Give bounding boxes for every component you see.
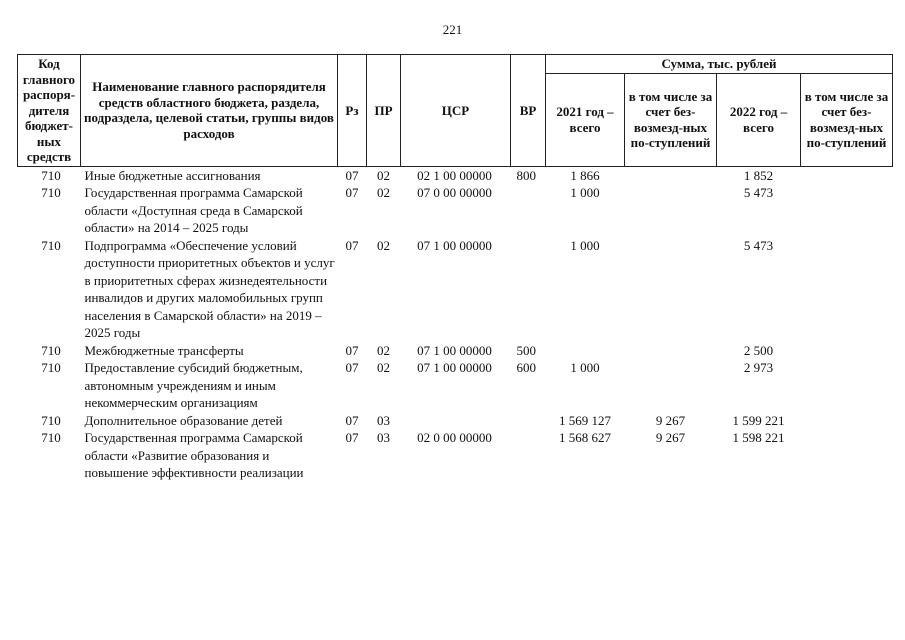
- cell-vr: [511, 412, 546, 430]
- header-vr: ВР: [511, 55, 546, 167]
- cell-2022-free: [801, 342, 893, 360]
- header-2021-free: в том числе за счет без-возмезд-ных по-ступлений: [625, 74, 717, 167]
- cell-2022-free: [801, 412, 893, 430]
- cell-rz: 07: [345, 342, 359, 358]
- cell-2021-total: 1 000: [570, 237, 600, 253]
- cell-rz: 07: [345, 412, 359, 428]
- cell-2022-free: [801, 167, 893, 185]
- cell-name: Государственная программа Самарской области «Доступная среда в Самарской области» на 2014 – 2025 годы: [84, 185, 303, 235]
- cell-2022-total: 1 852: [743, 167, 774, 183]
- cell-name: Дополнительное образование детей: [84, 412, 283, 428]
- cell-2021-total: 1 568 627: [559, 430, 611, 445]
- cell-2022-total: 2 500: [743, 342, 774, 358]
- header-2022-total: 2022 год – всего: [717, 74, 801, 167]
- cell-2021-free: [625, 359, 717, 412]
- table-header: [18, 55, 893, 167]
- cell-2021-free: [625, 167, 717, 185]
- cell-rz: 07: [345, 360, 359, 375]
- cell-2021-free: [625, 237, 717, 342]
- cell-vr: 800: [516, 167, 536, 183]
- cell-2022-free: [801, 184, 893, 237]
- header-csr: ЦСР: [401, 55, 511, 167]
- table-row: [18, 412, 893, 430]
- cell-2022-total: 1 598 221: [732, 430, 785, 445]
- cell-2021-free: [625, 184, 717, 237]
- cell-name: Подпрограмма «Обеспечение условий доступности приоритетных объектов и услуг в приоритетных сферах жизнедеятельности инвалидов и других маломобильных групп населения в Самарской области» на 2019 – 2025 годы: [84, 237, 335, 340]
- cell-csr: 07 0 00 00000: [417, 185, 492, 200]
- cell-code: 710: [41, 185, 61, 200]
- cell-csr: 07 1 00 00000: [417, 360, 492, 375]
- cell-2021-total: 1 000: [570, 185, 600, 200]
- cell-2022-total: 5 473: [743, 237, 774, 253]
- header-pr: ПР: [367, 55, 401, 167]
- cell-name: Предоставление субсидий бюджетным, автономным учреждениям и иным некоммерческим организациям: [84, 360, 303, 410]
- cell-vr: [511, 429, 546, 482]
- cell-pr: 02: [377, 167, 390, 183]
- table-row: [18, 167, 893, 185]
- cell-2022-free: [801, 237, 893, 342]
- cell-2021-total: [546, 342, 625, 360]
- cell-2021-free: [625, 342, 717, 360]
- cell-rz: 07: [345, 185, 359, 200]
- cell-2021-total: 1 569 127: [559, 412, 611, 428]
- cell-2021-free: 9 267: [655, 430, 686, 445]
- cell-code: 710: [41, 412, 61, 428]
- header-2022-free: в том числе за счет без-возмезд-ных по-ступлений: [801, 74, 893, 167]
- header-name: Наименование главного распорядителя средств областного бюджета, раздела, подраздела, целевой статьи, группы видов расходов: [81, 55, 338, 167]
- cell-2021-total: 1 000: [570, 360, 600, 375]
- table-row: [18, 184, 893, 237]
- cell-csr: 02 1 00 00000: [417, 167, 492, 183]
- cell-rz: 07: [345, 237, 359, 253]
- cell-2022-total: 2 973: [743, 360, 774, 375]
- cell-csr: 07 1 00 00000: [417, 237, 492, 253]
- cell-name: Межбюджетные трансферты: [84, 342, 244, 358]
- cell-2022-free: [801, 429, 893, 482]
- header-code: Код главного распоря-дителя бюджет-ных средств: [18, 55, 81, 167]
- budget-table: [17, 54, 893, 482]
- cell-code: 710: [41, 430, 61, 445]
- cell-csr: 02 0 00 00000: [417, 430, 492, 445]
- cell-csr: 07 1 00 00000: [417, 342, 492, 358]
- cell-pr: 02: [377, 237, 390, 253]
- cell-name: Государственная программа Самарской области «Развитие образования и повышение эффективности реализации: [84, 430, 304, 480]
- cell-2022-total: 1 599 221: [732, 412, 785, 428]
- header-rz: Рз: [338, 55, 367, 167]
- table-row: [18, 342, 893, 360]
- cell-pr: 02: [377, 342, 390, 358]
- cell-2021-total: 1 866: [570, 167, 600, 183]
- cell-code: 710: [41, 237, 61, 253]
- cell-vr: 500: [516, 342, 536, 358]
- table-row: [18, 429, 893, 482]
- page-number: 221: [442, 22, 463, 37]
- cell-pr: 02: [377, 185, 390, 200]
- cell-vr: [511, 237, 546, 342]
- cell-rz: 07: [345, 430, 359, 445]
- cell-2022-total: 5 473: [743, 185, 774, 200]
- cell-code: 710: [41, 342, 61, 358]
- header-sum-title: Сумма, тыс. рублей: [546, 55, 893, 74]
- header-2021-total: 2021 год – всего: [546, 74, 625, 167]
- cell-2022-free: [801, 359, 893, 412]
- cell-pr: 03: [377, 430, 390, 445]
- cell-code: 710: [41, 167, 61, 183]
- table-row: [18, 359, 893, 412]
- cell-vr: [511, 184, 546, 237]
- cell-2021-free: 9 267: [655, 412, 686, 428]
- cell-pr: 03: [377, 412, 390, 428]
- cell-pr: 02: [377, 360, 390, 375]
- cell-code: 710: [41, 360, 61, 375]
- cell-rz: 07: [345, 167, 359, 183]
- cell-csr: [401, 412, 511, 430]
- cell-vr: 600: [516, 360, 536, 375]
- cell-name: Иные бюджетные ассигнования: [84, 167, 261, 183]
- table-row: [18, 237, 893, 342]
